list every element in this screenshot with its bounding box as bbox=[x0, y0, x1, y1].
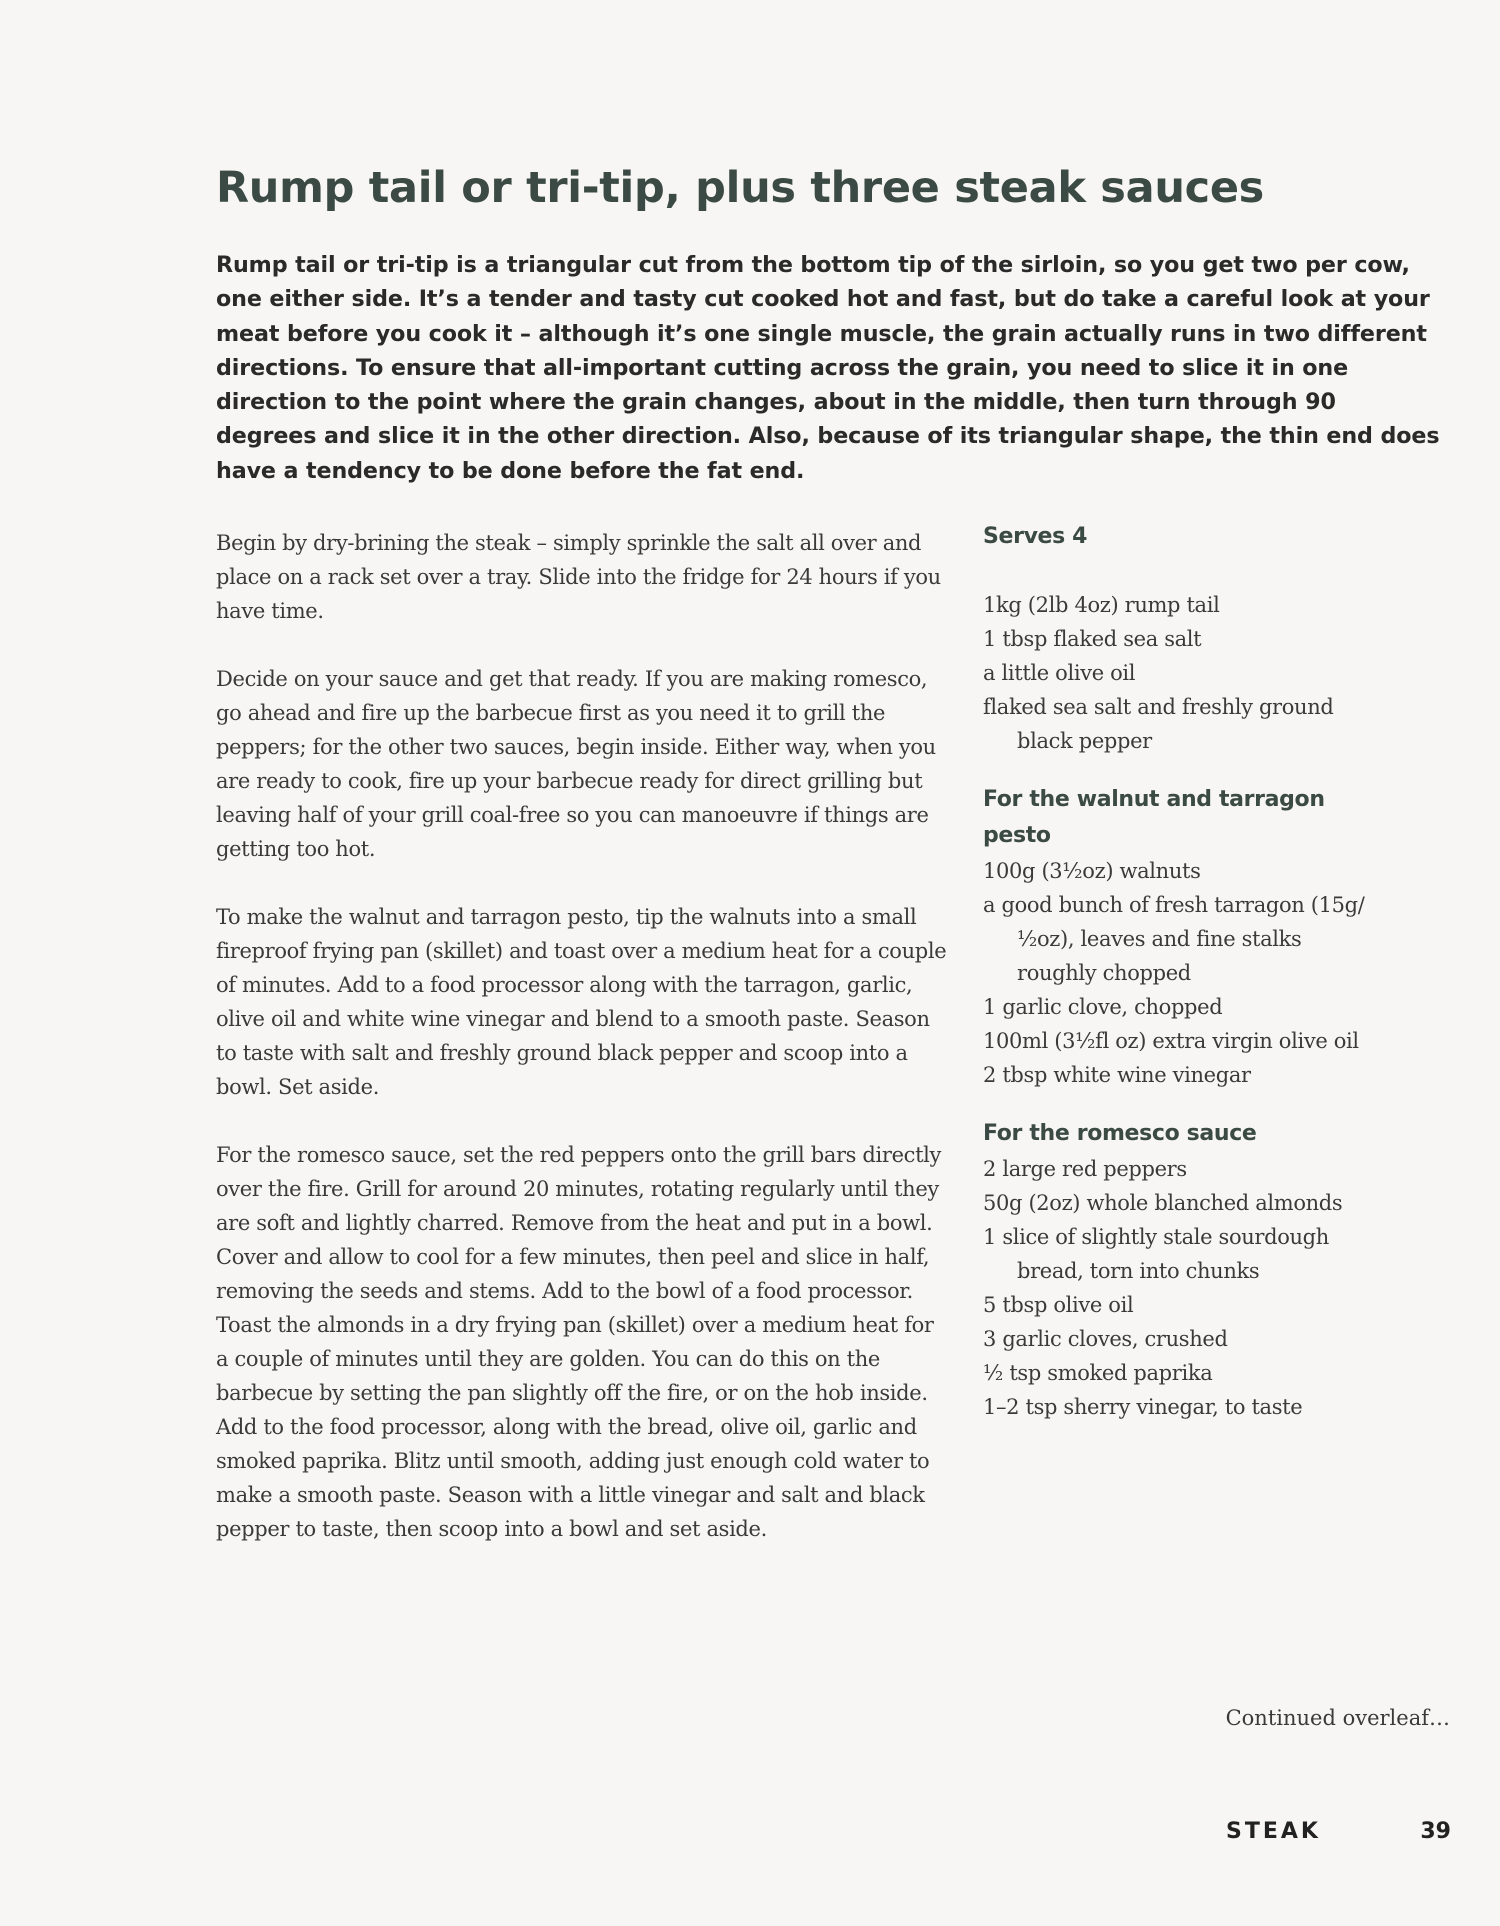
romesco-ingredient-list bbox=[983, 1152, 1383, 1424]
ingredient-item: flaked sea salt and freshly ground black pepper bbox=[983, 695, 1334, 753]
ingredient-item: 2 large red peppers bbox=[983, 1157, 1187, 1181]
recipe-intro: Rump tail or tri-tip is a triangular cut from the bottom tip of the sirloin, so you get two per cow, one either side. It’s a tender and tasty cut cooked hot and fast, but do take a careful look at your meat before you cook it – although it’s one single muscle, the grain actually runs in two different directions. To ensure that all-important cutting across the grain, you need to slice it in one direction to the point where the grain changes, about in the middle, then turn through 90 degrees and slice it in the other direction. Also, because of its triangular shape, the thin end does have a tendency to be done before the fat end. bbox=[216, 252, 1440, 484]
romesco-heading: For the romesco sauce bbox=[983, 1121, 1257, 1146]
ingredient-item: 50g (2oz) whole blanched almonds bbox=[983, 1191, 1343, 1215]
ingredient-item: 5 tbsp olive oil bbox=[983, 1293, 1134, 1317]
method-paragraph: Begin by dry-brining the steak – simply sprinkle the salt all over and place on a rack set over a tray. Slide into the fridge for 24 hours if you have time. bbox=[216, 531, 941, 623]
ingredient-item: a good bunch of fresh tarragon (15g/½oz), leaves and fine stalks roughly chopped bbox=[983, 893, 1365, 985]
ingredient-item: 1 slice of slightly stale sourdough bread, torn into chunks bbox=[983, 1225, 1329, 1283]
ingredient-item: 100ml (3½fl oz) extra virgin olive oil bbox=[983, 1029, 1359, 1053]
ingredient-item: 1kg (2lb 4oz) rump tail bbox=[983, 593, 1220, 617]
method-column bbox=[216, 526, 951, 1580]
page-number: 39 bbox=[1420, 1819, 1451, 1844]
ingredients-column bbox=[983, 520, 1383, 1424]
serves-label: Serves 4 bbox=[983, 524, 1088, 549]
ingredient-item: 100g (3½oz) walnuts bbox=[983, 859, 1201, 883]
ingredient-item: 1 tbsp flaked sea salt bbox=[983, 627, 1202, 651]
ingredient-item: a little olive oil bbox=[983, 661, 1136, 685]
ingredient-item: 1–2 tsp sherry vinegar, to taste bbox=[983, 1395, 1303, 1419]
pesto-heading: For the walnut and tarragon pesto bbox=[983, 787, 1325, 848]
recipe-title: Rump tail or tri-tip, plus three steak sauces bbox=[216, 163, 1264, 213]
method-paragraph: For the romesco sauce, set the red peppers onto the grill bars directly over the fire. Grill for around 20 minutes, rotating regularly until they are soft and lightly charred. Remove from the heat and put in a bowl. Cover and allow to cool for a few minutes, then peel and slice in half, removing the seeds and stems. Add to the bowl of a food processor. Toast the almonds in a dry frying pan (skillet) over a medium heat for a couple of minutes until they are golden. You can do this on the barbecue by setting the pan slightly off the fire, or on the hob inside. Add to the food processor, along with the bread, olive oil, garlic and smoked paprika. Blitz until smooth, adding just enough cold water to make a smooth paste. Season with a little vinegar and salt and black pepper to taste, then scoop into a bowl and set aside. bbox=[216, 1143, 942, 1541]
pesto-ingredient-list bbox=[983, 854, 1383, 1092]
method-paragraph: To make the walnut and tarragon pesto, tip the walnuts into a small fireproof frying pan (skillet) and toast over a medium heat for a couple of minutes. Add to a food processor along with the tarragon, garlic, olive oil and white wine vinegar and blend to a smooth paste. Season to taste with salt and freshly ground black pepper and scoop into a bowl. Set aside. bbox=[216, 905, 947, 1099]
ingredient-item: 1 garlic clove, chopped bbox=[983, 995, 1223, 1019]
ingredient-item: ½ tsp smoked paprika bbox=[983, 1361, 1213, 1385]
ingredient-item: 2 tbsp white wine vinegar bbox=[983, 1063, 1251, 1087]
section-label: STEAK bbox=[1226, 1819, 1321, 1844]
ingredient-item: 3 garlic cloves, crushed bbox=[983, 1327, 1228, 1351]
method-paragraph: Decide on your sauce and get that ready. If you are making romesco, go ahead and fire up the barbecue first as you need it to grill the peppers; for the other two sauces, begin inside. Either way, when you are ready to cook, fire up your barbecue ready for direct grilling but leaving half of your grill coal-free so you can manoeuvre if things are getting too hot. bbox=[216, 667, 936, 861]
main-ingredient-list bbox=[983, 588, 1383, 758]
continued-overleaf: Continued overleaf… bbox=[1225, 1706, 1450, 1730]
